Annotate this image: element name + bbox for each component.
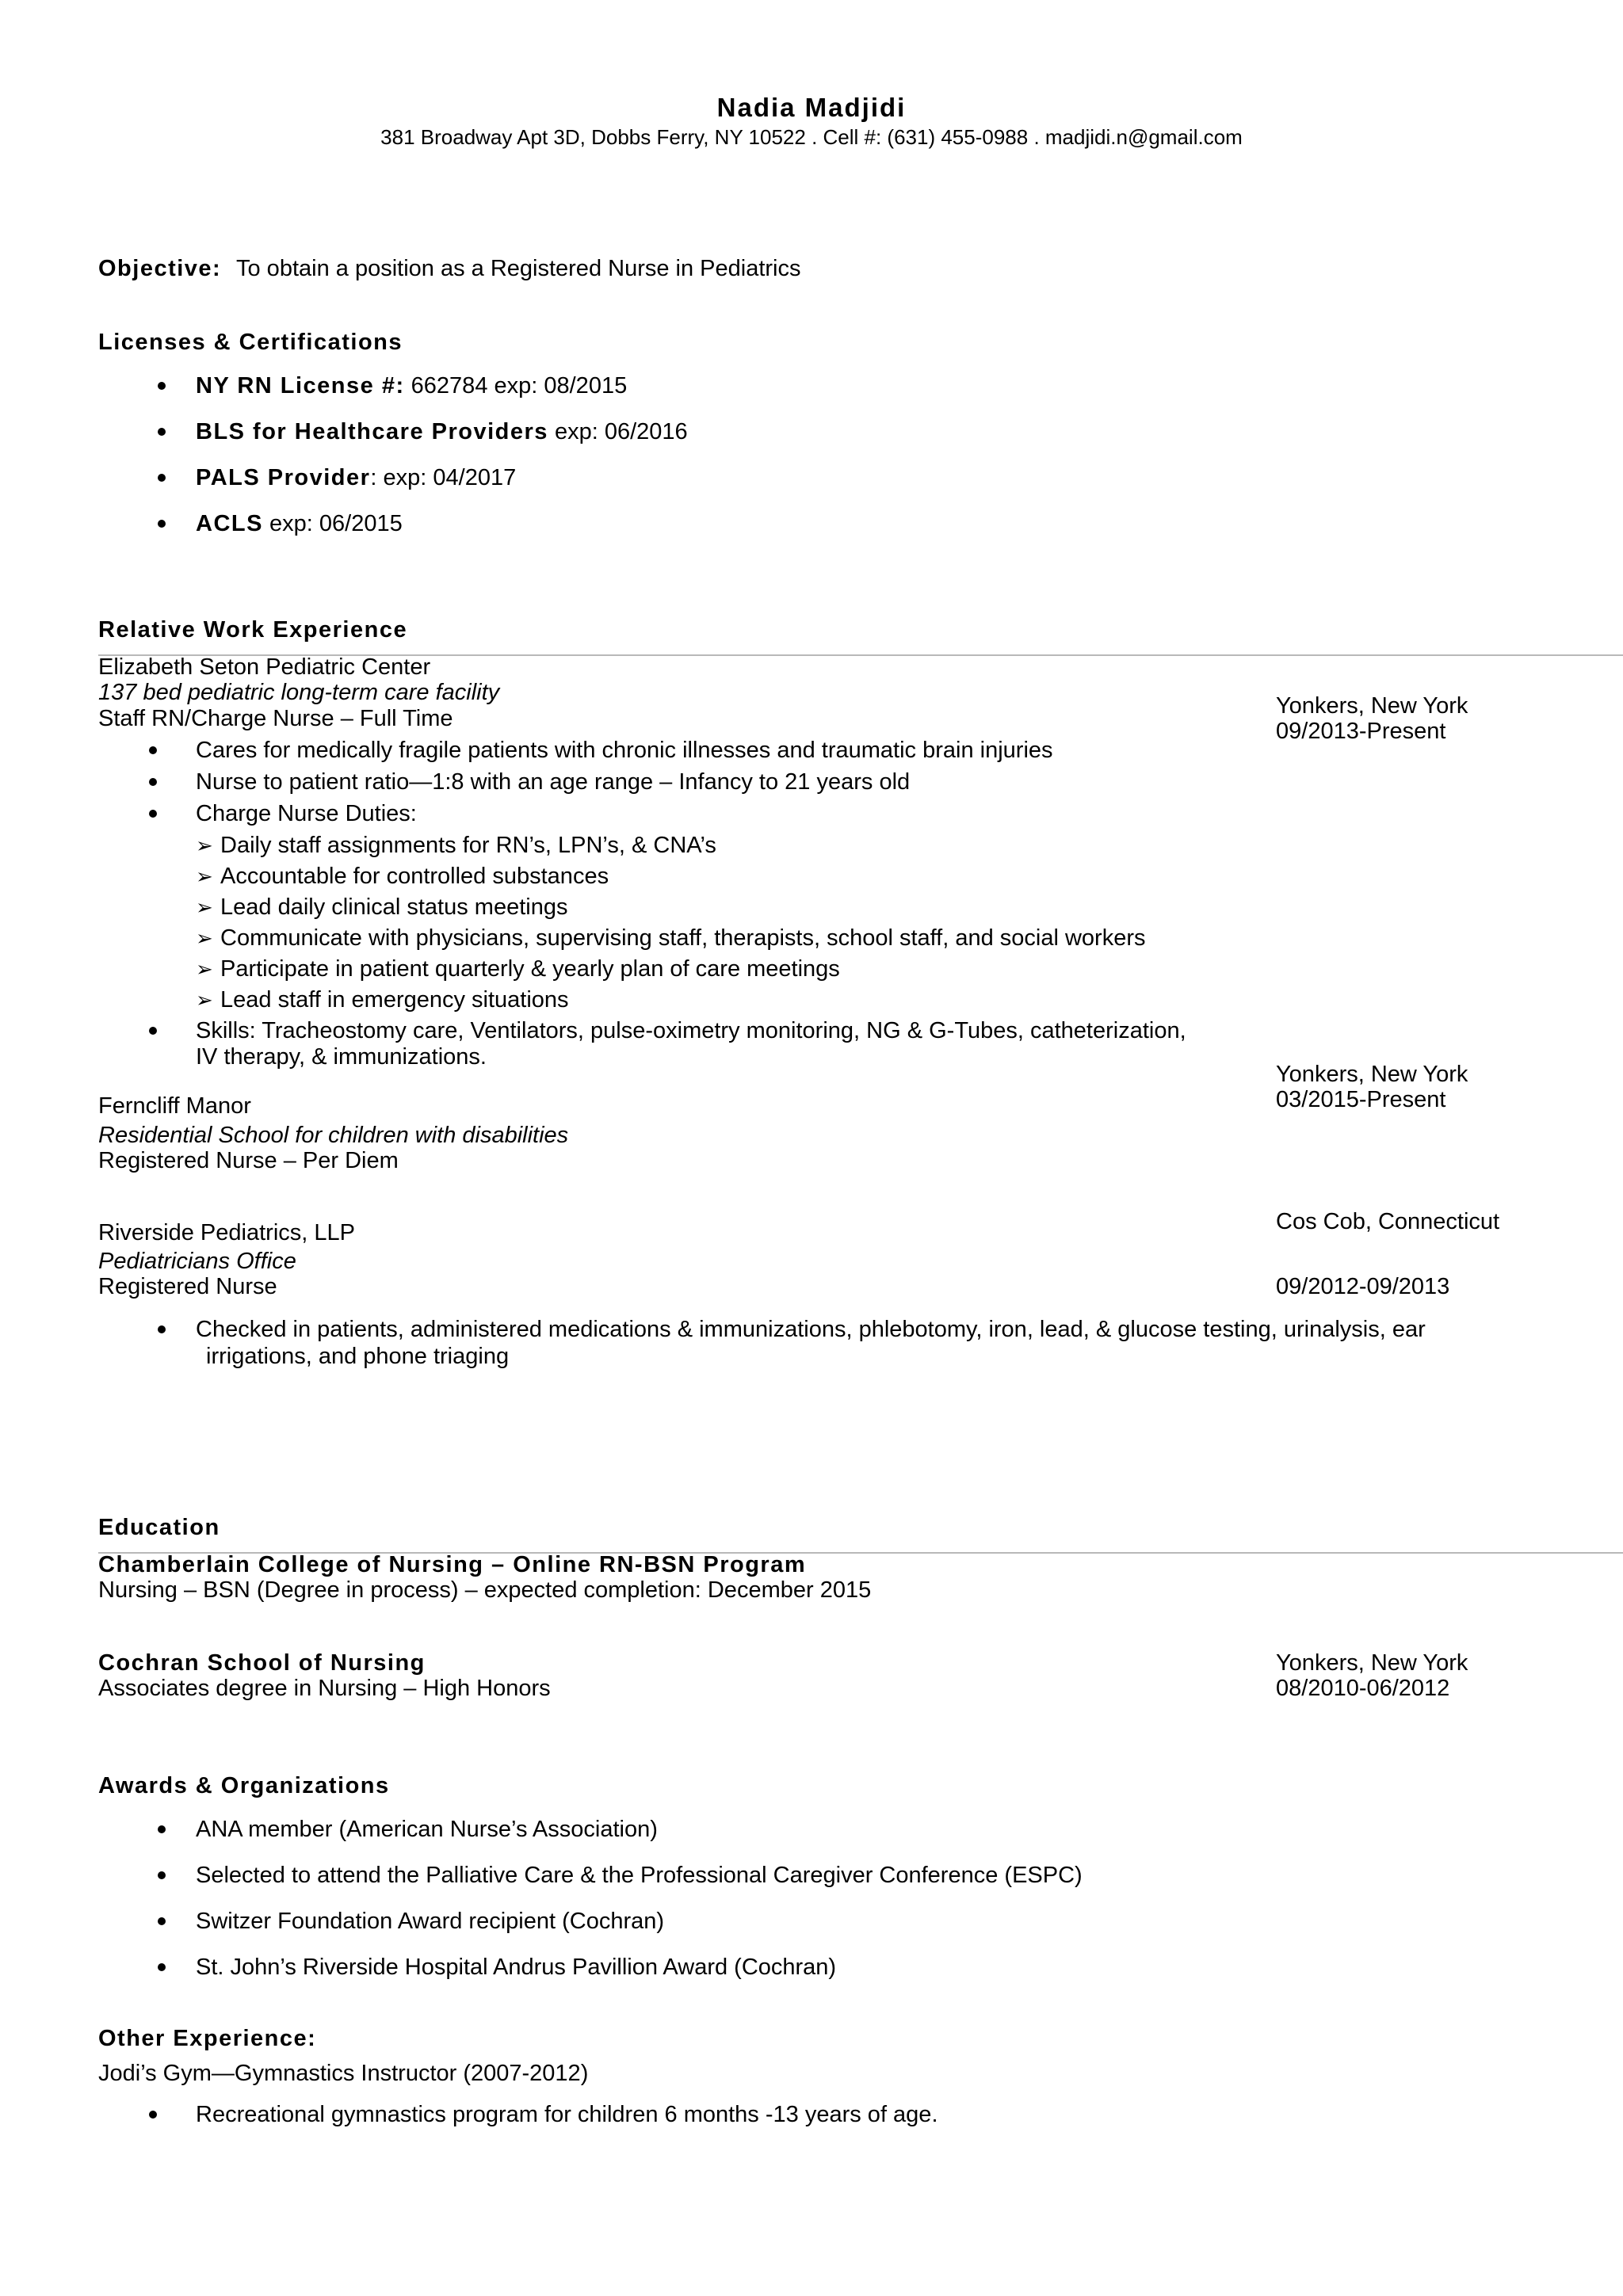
award-item: Selected to attend the Palliative Care & the Professional Caregiver Conference (ESPC) — [196, 1863, 1083, 1888]
license-title: BLS for Healthcare Providers — [196, 419, 548, 444]
school-name: Cochran School of Nursing — [98, 1650, 426, 1676]
job-location: Yonkers, New York — [1276, 693, 1468, 719]
duty-item: Lead daily clinical status meetings — [220, 894, 568, 920]
license-title: NY RN License #: — [196, 373, 405, 399]
award-item: St. John’s Riverside Hospital Andrus Pavillion Award (Cochran) — [196, 1955, 837, 1980]
job-bullet: Cares for medically fragile patients with chronic illnesses and traumatic brain injuries — [196, 738, 1053, 763]
job-dates: 09/2012-09/2013 — [1276, 1274, 1450, 1299]
school-location: Yonkers, New York — [1276, 1650, 1468, 1676]
license-item — [196, 418, 688, 445]
bullet-dot — [149, 810, 157, 818]
duty-item: Participate in patient quarterly & yearly plan of care meetings — [220, 956, 840, 982]
employer-description: 137 bed pediatric long-term care facility — [98, 680, 500, 705]
license-detail: exp: 06/2015 — [269, 511, 403, 536]
school-detail: Associates degree in Nursing – High Honors — [98, 1676, 551, 1701]
bullet-dot — [158, 382, 166, 390]
license-title: PALS Provider — [196, 465, 371, 490]
job-bullet: Checked in patients, administered medications & immunizations, phlebotomy, iron, lead, & glucose testing, urinalysis, ear — [196, 1317, 1426, 1342]
school-name: Chamberlain College of Nursing – Online RN-BSN Program — [98, 1552, 807, 1577]
bullet-dot — [158, 1825, 166, 1833]
bullet-dot — [149, 778, 157, 786]
job-role: Registered Nurse — [98, 1274, 277, 1299]
license-detail: : exp: 04/2017 — [370, 465, 517, 490]
job-dates: 09/2013-Present — [1276, 719, 1446, 744]
bullet-dot — [158, 1963, 166, 1971]
candidate-name: Nadia Madjidi — [716, 93, 907, 122]
duty-item: Daily staff assignments for RN’s, LPN’s, & CNA’s — [220, 833, 716, 858]
award-item: ANA member (American Nurse’s Association) — [196, 1817, 658, 1842]
employer-name: Ferncliff Manor — [98, 1093, 251, 1119]
license-title: ACLS — [196, 511, 263, 536]
duty-item: Accountable for controlled substances — [220, 864, 609, 889]
bullet-dot — [149, 2111, 157, 2119]
arrow-bullet-icon: ➢ — [196, 988, 213, 1012]
job-dates: 03/2015-Present — [1276, 1087, 1446, 1112]
work-heading: Relative Work Experience — [98, 617, 408, 643]
duty-item: Lead staff in emergency situations — [220, 987, 569, 1013]
job-bullet: Nurse to patient ratio—1:8 with an age range – Infancy to 21 years old — [196, 769, 911, 795]
skills-line: IV therapy, & immunizations. — [196, 1044, 487, 1070]
bullet-dot — [158, 520, 166, 528]
arrow-bullet-icon: ➢ — [196, 957, 213, 981]
arrow-bullet-icon: ➢ — [196, 864, 213, 888]
other-bullet: Recreational gymnastics program for children 6 months -13 years of age. — [196, 2102, 938, 2127]
license-detail: 662784 exp: 08/2015 — [411, 373, 628, 399]
contact-line: 381 Broadway Apt 3D, Dobbs Ferry, NY 10522 . Cell #: (631) 455-0988 . madjidi.n@gmail.com — [380, 125, 1243, 149]
bullet-dot — [158, 474, 166, 482]
other-role: Jodi’s Gym—Gymnastics Instructor (2007-2012) — [98, 2061, 589, 2086]
license-item — [196, 510, 403, 537]
job-location: Yonkers, New York — [1276, 1062, 1468, 1087]
employer-name: Riverside Pediatrics, LLP — [98, 1220, 355, 1245]
objective-label: Objective: — [98, 256, 222, 281]
bullet-dot — [158, 1871, 166, 1879]
job-location: Cos Cob, Connecticut — [1276, 1209, 1500, 1234]
arrow-bullet-icon: ➢ — [196, 833, 213, 857]
bullet-dot — [158, 428, 166, 436]
skills-line: Skills: Tracheostomy care, Ventilators, pulse-oximetry monitoring, NG & G-Tubes, catheterization, — [196, 1018, 1186, 1043]
employer-description: Pediatricians Office — [98, 1249, 296, 1274]
bullet-dot — [149, 1027, 157, 1035]
education-heading: Education — [98, 1515, 220, 1540]
job-bullet: Charge Nurse Duties: — [196, 801, 417, 826]
school-detail: Nursing – BSN (Degree in process) – expected completion: December 2015 — [98, 1577, 872, 1603]
duty-item: Communicate with physicians, supervising staff, therapists, school staff, and social workers — [220, 925, 1146, 951]
bullet-dot — [158, 1325, 166, 1333]
license-item — [196, 464, 516, 491]
employer-description: Residential School for children with disabilities — [98, 1123, 569, 1148]
license-item — [196, 372, 627, 399]
objective-text: To obtain a position as a Registered Nurse in Pediatrics — [236, 256, 801, 281]
awards-heading: Awards & Organizations — [98, 1773, 390, 1798]
licenses-heading: Licenses & Certifications — [98, 330, 403, 355]
license-detail: exp: 06/2016 — [554, 419, 688, 444]
bullet-dot — [158, 1917, 166, 1925]
job-role: Registered Nurse – Per Diem — [98, 1148, 399, 1173]
job-role: Staff RN/Charge Nurse – Full Time — [98, 706, 453, 731]
school-dates: 08/2010-06/2012 — [1276, 1676, 1450, 1701]
employer-name: Elizabeth Seton Pediatric Center — [98, 654, 431, 680]
other-heading: Other Experience: — [98, 2026, 317, 2051]
job-bullet: irrigations, and phone triaging — [206, 1344, 510, 1369]
bullet-dot — [149, 746, 157, 754]
arrow-bullet-icon: ➢ — [196, 895, 213, 919]
award-item: Switzer Foundation Award recipient (Cochran) — [196, 1909, 665, 1934]
arrow-bullet-icon: ➢ — [196, 926, 213, 950]
